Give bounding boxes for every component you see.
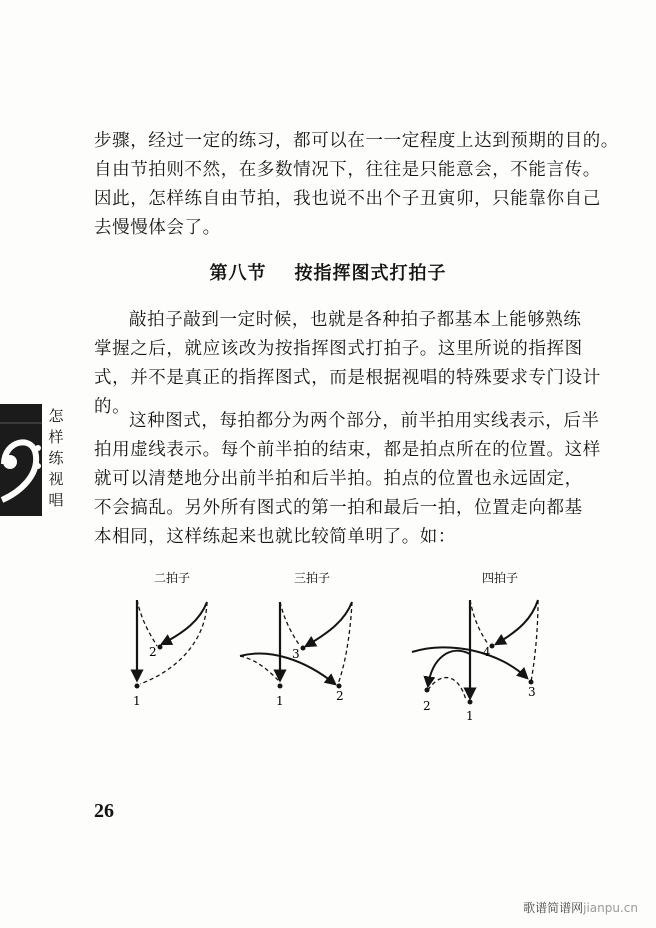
tab-char: 练: [48, 449, 64, 467]
beat-4-solid-line: [496, 600, 538, 644]
text-line: 就可以清楚地分出前半拍和后半拍。拍点的位置也永远固定，: [94, 469, 583, 489]
beat-1-dashed-line: [470, 600, 488, 644]
beat-point: [529, 680, 534, 685]
tab-char: 唱: [48, 491, 64, 509]
beat-1-dashed-line: [137, 600, 157, 646]
beat-number: 2: [336, 689, 344, 703]
diagram-two-beat: [133, 570, 207, 708]
diagram-title: 四拍子: [481, 571, 519, 585]
beat-number: 2: [149, 645, 157, 659]
beat-number: 1: [276, 694, 284, 708]
beat-2-dashed-line: [240, 656, 280, 682]
beat-2-dashed-line: [428, 678, 466, 700]
text-line: 因此，怎样练自由节拍，我也说不出个子丑寅卯，只能靠你自己: [94, 189, 601, 209]
beat-number: 3: [292, 647, 300, 661]
beat-1-dashed-line: [280, 602, 300, 646]
text-line: 步骤，经过一定的练习，都可以在一一定程度上达到预期的目的。: [94, 131, 619, 151]
beat-2-solid-line: [428, 651, 470, 686]
watermark-site: 歌谱简谱网: [523, 901, 584, 915]
watermark-url: jianpu.cn: [583, 901, 638, 915]
section-number: 第八节: [209, 263, 267, 284]
diagram-title: 三拍子: [293, 571, 331, 585]
beat-point: [337, 684, 342, 689]
beat-point: [158, 645, 163, 650]
section-title: 按指挥图式打拍子: [294, 263, 447, 284]
text-line: 这种图式，每拍都分为两个部分，前半拍用实线表示，后半: [129, 411, 600, 431]
beat-number: 1: [466, 709, 474, 723]
page-number: 26: [94, 800, 114, 822]
conducting-diagrams: [0, 560, 656, 730]
paragraph-top: [94, 127, 619, 243]
beat-2-solid-line: [240, 654, 335, 684]
beat-number: 3: [528, 685, 536, 699]
text-line: 自由节拍则不然，在多数情况下，往往是只能意会，不能言传。: [94, 160, 601, 180]
beat-2-solid-line: [162, 602, 207, 644]
diagram-four-beat: [412, 570, 538, 723]
text-line: 拍用虚线表示。每个前半拍的结束，都是拍点所在的位置。这样: [94, 440, 601, 460]
tab-char: 怎: [48, 407, 64, 425]
chapter-side-tab: [0, 404, 68, 516]
text-line: 去慢慢体会了。: [94, 218, 221, 238]
section-heading: [0, 259, 656, 285]
bass-clef-icon: [0, 404, 42, 516]
beat-2-dashed-line: [140, 602, 207, 684]
diagram-three-beat: [240, 570, 352, 708]
text-line: 式，并不是真正的指挥图式，而是根据视唱的特殊要求专门设计: [94, 368, 601, 388]
text-line: 的。: [94, 397, 131, 417]
beat-point: [135, 684, 140, 689]
beat-number: 1: [133, 694, 141, 708]
text-line: 不会搞乱。另外所有图式的第一拍和最后一拍，位置走向都基: [94, 498, 583, 518]
beat-point: [278, 684, 283, 689]
beat-3-solid-line: [306, 602, 352, 646]
chapter-title-vertical: [46, 406, 66, 511]
beat-number: 4: [483, 645, 491, 659]
paragraph-3: [94, 407, 601, 552]
text-line: 掌握之后，就应该改为按指挥图式打拍子。这里所说的指挥图: [94, 339, 583, 359]
watermark: [523, 899, 638, 916]
paragraph-2: [94, 306, 601, 422]
beat-point: [425, 688, 430, 693]
text-line: 敲拍子敲到一定时候，也就是各种拍子都基本上能够熟练: [129, 310, 582, 330]
beat-number: 2: [423, 699, 431, 713]
beat-point: [301, 646, 306, 651]
text-line: 本相同，这样练起来也就比较简单明了。如：: [94, 527, 456, 547]
tab-char: 样: [48, 428, 64, 446]
diagram-title: 二拍子: [153, 571, 191, 585]
tab-char: 视: [48, 470, 64, 488]
beat-point: [468, 700, 473, 705]
